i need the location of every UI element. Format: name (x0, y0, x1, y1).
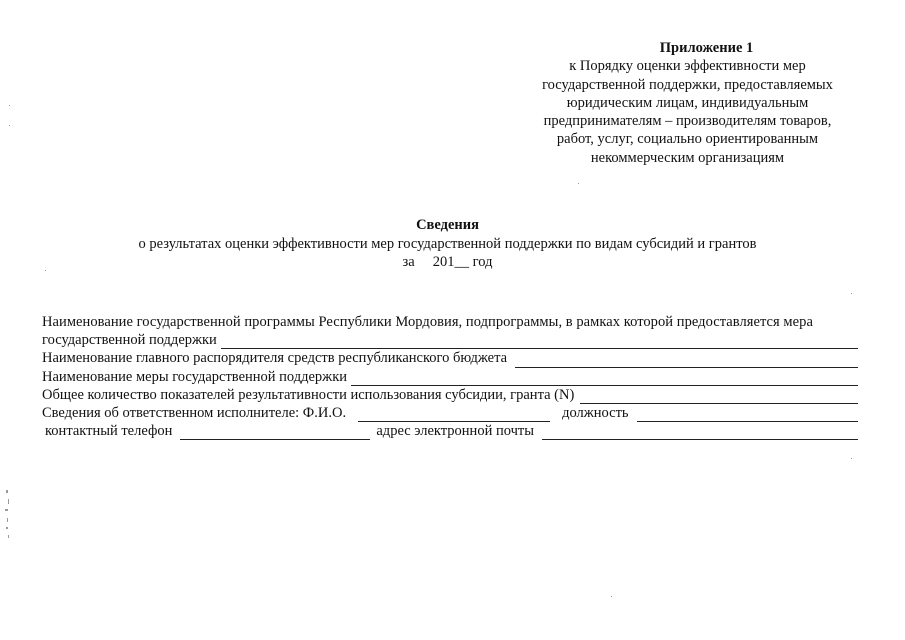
scan-edge-marks (5, 488, 11, 550)
form-fields (42, 313, 858, 440)
position-input-line[interactable] (637, 408, 858, 422)
executor-label: Сведения об ответственном исполнителе: Ф.И.О. (42, 404, 347, 421)
indicators-input-line[interactable] (580, 390, 858, 404)
measure-input-line[interactable] (351, 372, 858, 386)
scan-speck (611, 596, 612, 597)
position-label: должность (562, 404, 629, 421)
contacts-row (42, 422, 858, 440)
appendix-block (520, 39, 855, 167)
heading-title: Сведения (416, 217, 479, 233)
heading-period: за 201__ год (402, 254, 493, 270)
appendix-line: предпринимателям – производителям товаров, (543, 113, 832, 130)
program-row-line1 (42, 313, 858, 331)
scan-speck (851, 458, 852, 459)
phone-label: контактный телефон (45, 423, 173, 440)
executor-row (42, 404, 858, 422)
program-label: Наименование государственной программы Республики Мордовия, подпрограммы, в рамках которой предоставляется мера (42, 313, 813, 330)
distributor-row (42, 349, 858, 367)
program-label-cont: государственной поддержки (42, 332, 217, 349)
measure-label: Наименование меры государственной поддержки (42, 368, 348, 385)
appendix-line: некоммерческим организациям (590, 149, 785, 166)
appendix-line: к Порядку оценки эффективности мер (569, 58, 806, 75)
appendix-line: работ, услуг, социально ориентированным (556, 131, 819, 148)
appendix-line: юридическим лицам, индивидуальным (566, 94, 809, 111)
program-row-line2 (42, 331, 858, 349)
distributor-label: Наименование главного распорядителя средств республиканского бюджета (42, 350, 508, 367)
indicators-row (42, 386, 858, 404)
appendix-line: государственной поддержки, предоставляемых (542, 76, 833, 93)
executor-name-input-line[interactable] (358, 408, 550, 422)
email-input-line[interactable] (542, 426, 858, 440)
scan-speck (45, 270, 46, 271)
program-input-line[interactable] (221, 335, 858, 349)
appendix-title: Приложение 1 (659, 40, 754, 56)
scan-speck (9, 125, 10, 126)
document-heading (0, 216, 905, 272)
measure-row (42, 368, 858, 386)
indicators-label: Общее количество показателей результативности использования субсидии, гранта (N) (42, 386, 575, 403)
scan-speck (851, 293, 852, 294)
phone-input-line[interactable] (180, 426, 370, 440)
scan-speck (578, 183, 579, 184)
heading-subtitle: о результатах оценки эффективности мер государственной поддержки по видам субсидий и грантов (138, 235, 757, 252)
scan-speck (9, 105, 10, 106)
email-label: адрес электронной почты (376, 423, 534, 440)
distributor-input-line[interactable] (515, 354, 858, 368)
